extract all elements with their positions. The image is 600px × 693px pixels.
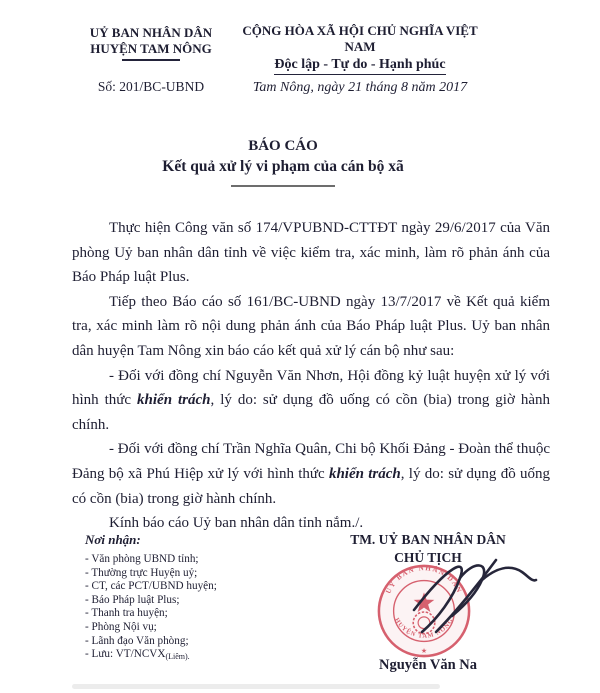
body-paragraph: Thực hiện Công văn số 174/VPUBND-CTTĐT ngày 29/6/2017 của Văn phòng Uỷ ban nhân dân tỉnh về việc kiểm tra, xác minh, làm rõ phản ánh của Báo Pháp luật Plus.	[72, 220, 550, 286]
signature-authority-line1: TM. UỶ BAN NHÂN DÂN	[350, 532, 506, 547]
recipient-item: - Lãnh đạo Văn phòng;	[85, 634, 189, 647]
document-number: Số: 201/BC-UBND	[97, 79, 205, 94]
recipients-list	[85, 553, 305, 664]
recipient-item: - Thanh tra huyện;	[85, 607, 168, 620]
issuing-org-line1: UỶ BAN NHÂN DÂN	[89, 25, 213, 40]
national-title: CỘNG HÒA XÃ HỘI CHỦ NGHĨA VIỆT NAM	[242, 23, 478, 54]
archive-line: - Lưu: VT/NCVX(Liêm).	[85, 648, 190, 662]
handwritten-signature	[398, 556, 546, 648]
document-title-block	[0, 136, 566, 187]
body-paragraph: Tiếp theo Báo cáo số 161/BC-UBND ngày 13/7/2017 về Kết quả kiểm tra, xác minh làm rõ nội dung phản ánh của Báo Pháp luật Plus. Uỷ ban nhân dân huyện Tam Nông xin báo cáo kết quả xử lý cán bộ như sau:	[72, 293, 550, 359]
body-paragraph: - Đối với đồng chí Nguyễn Văn Nhơn, Hội đồng kỷ luật huyện xử lý với hình thức khiển trách, lý do: sử dụng đồ uống có cồn (bia) trong giờ hành chính.	[72, 367, 551, 433]
issuing-org-line2: HUYỆN TAM NÔNG	[90, 41, 212, 56]
body-paragraph: Kính báo cáo Uỷ ban nhân dân tỉnh nắm./.	[109, 515, 364, 532]
document-body	[72, 216, 550, 536]
document-subject-title: Kết quả xử lý vi phạm của cán bộ xã	[162, 158, 404, 175]
national-motto: Độc lập - Tự do - Hạnh phúc	[274, 57, 445, 75]
issuing-org-block	[84, 25, 218, 61]
national-motto-block	[237, 23, 483, 75]
signature-authority-line2: CHỦ TỊCH	[394, 550, 462, 565]
org-underline	[122, 59, 180, 61]
seal-arc-text-bottom: HUYỆN TAM NÔNG	[393, 616, 455, 640]
body-paragraph: - Đối với đồng chí Trần Nghĩa Quân, Chi bộ Khối Đảng - Đoàn thể thuộc Đảng bộ xã Phú Hiệp xử lý với hình thức khiển trách, lý do: sử dụng đồ uống có cồn (bia) trong giờ hành chính.	[72, 441, 550, 507]
svg-text:★: ★	[420, 648, 428, 656]
recipient-item: - Phòng Nội vụ;	[85, 620, 157, 633]
recipient-item: - CT, các PCT/UBND huyện;	[85, 580, 217, 593]
seal-arc-text-top: UỶ BAN NHÂN DÂN	[384, 564, 464, 595]
recipient-item: - Thường trực Huyện uỷ;	[85, 566, 198, 579]
signer-name: Nguyễn Văn Na	[378, 657, 478, 673]
place-date-line: Tam Nông, ngày 21 tháng 8 năm 2017	[252, 80, 468, 95]
signature-icon	[398, 556, 546, 648]
title-underline	[231, 185, 335, 187]
recipient-item: - Báo Pháp luật Plus;	[85, 593, 180, 606]
document-type-title: BÁO CÁO	[248, 138, 318, 154]
recipient-item: - Văn phòng UBND tỉnh;	[85, 553, 199, 565]
scan-artifact	[72, 684, 440, 689]
recipients-heading: Nơi nhận:	[85, 532, 141, 547]
